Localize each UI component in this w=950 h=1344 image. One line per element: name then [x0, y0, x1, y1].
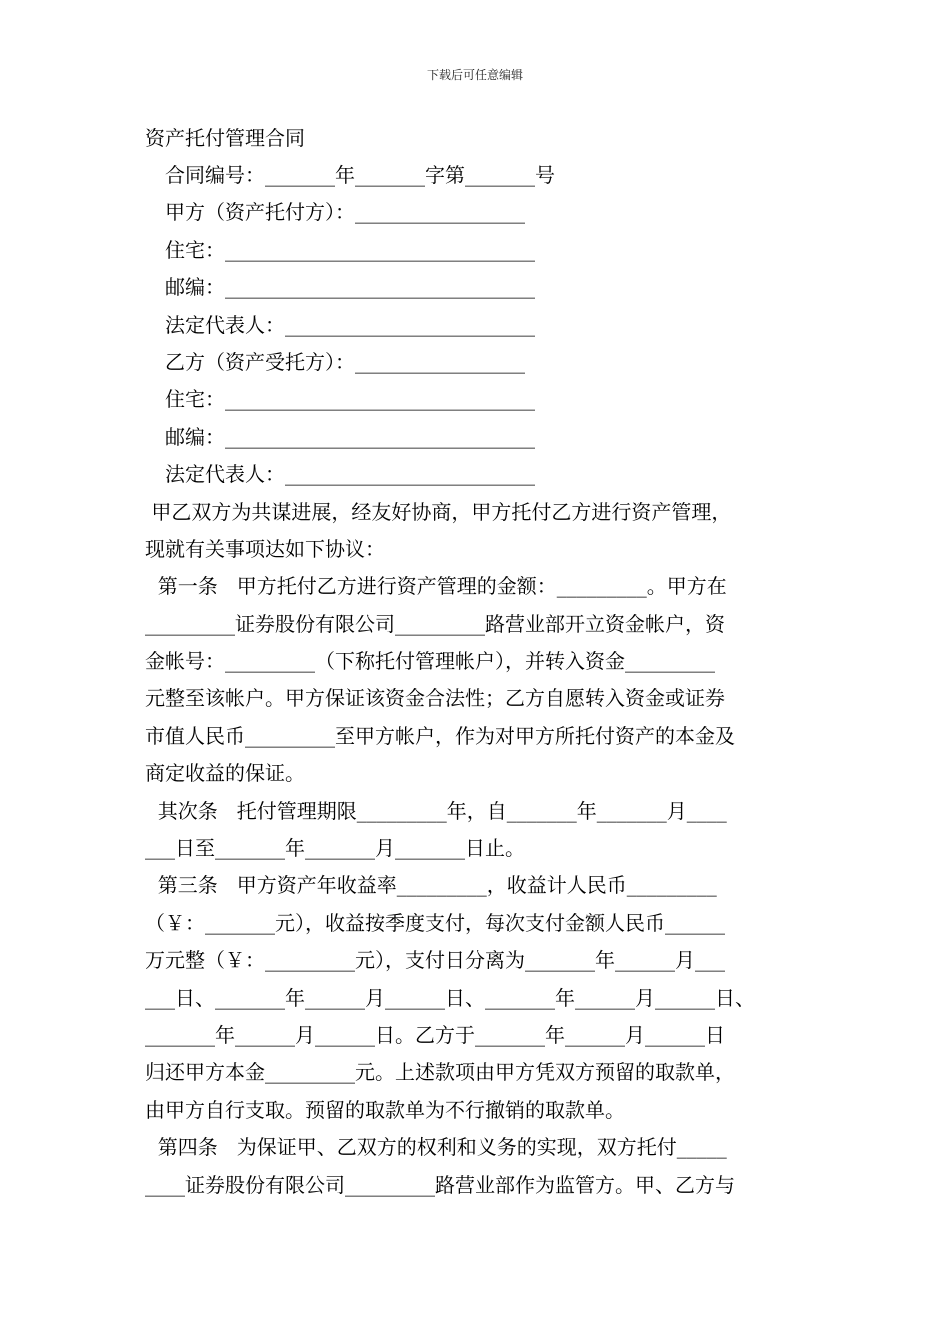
party-b-label: 乙方（资产受托方）：_________________ [165, 349, 525, 374]
body-line: 万元整（￥：_________元），支付日分离为_______年______月___ [145, 948, 725, 973]
body-line: ___日、_______年______月______日、_______年______月______日、 [145, 985, 755, 1010]
party-b-representative: 法定代表人：_________________________ [165, 462, 535, 487]
contract-title: 资产托付管理合同 [145, 126, 305, 150]
contract-page [145, 120, 810, 1204]
body-line: 归还甲方本金_________元。上述款项由甲方凭双方预留的取款单， [145, 1060, 735, 1085]
body-line: 第三条 甲方资产年收益率_________，收益计人民币_________ [145, 873, 717, 898]
body-line: 商定收益的保证。 [145, 761, 305, 786]
body-line: 其次条 托付管理期限_________年，自_______年_______月____ [145, 798, 727, 823]
body-line: _________证券股份有限公司_________路营业部开立资金帐户，资 [145, 611, 725, 636]
body-line: 第一条 甲方托付乙方进行资产管理的金额：_________。甲方在 [145, 574, 727, 599]
body-line: ____证券股份有限公司_________路营业部作为监管方。甲、乙方与 [145, 1172, 735, 1197]
body-line: ___日至_______年_______月_______日止。 [145, 836, 525, 861]
contract-number: 合同编号：_______年_______字第_______号 [165, 163, 555, 187]
party-a-postcode: 邮编：_______________________________ [165, 275, 535, 300]
party-a-residence: 住宅：_______________________________ [165, 237, 535, 262]
body-line: 现就有关事项达如下协议： [145, 536, 385, 561]
party-a-representative: 法定代表人：_________________________ [165, 312, 535, 337]
party-b-postcode: 邮编：_______________________________ [165, 424, 535, 449]
party-a-label: 甲方（资产托付方）：_________________ [165, 200, 525, 225]
body-line: （￥：_______元），收益按季度支付，每次支付金额人民币______ [145, 910, 725, 935]
body-line: 由甲方自行支取。预留的取款单为不行撤销的取款单。 [145, 1097, 625, 1122]
body-line: 第四条 为保证甲、乙双方的权利和义务的实现，双方托付_____ [145, 1135, 727, 1160]
body-line: 元整至该帐户。甲方保证该资金合法性；乙方自愿转入资金或证券 [145, 686, 725, 711]
body-line: 市值人民币_________至甲方帐户，作为对甲方所托付资产的本金及 [145, 723, 735, 748]
body-line: _______年______月______日。乙方于_______年______月______日 [145, 1022, 725, 1047]
body-line: 金帐号：_________（下称托付管理帐户），并转入资金_________ [145, 649, 715, 674]
header-note: 下载后可任意编辑 [426, 68, 523, 82]
party-b-residence: 住宅：_______________________________ [165, 387, 535, 412]
body-line: 甲乙双方为共谋进展，经友好协商，甲方托付乙方进行资产管理， [145, 499, 732, 524]
